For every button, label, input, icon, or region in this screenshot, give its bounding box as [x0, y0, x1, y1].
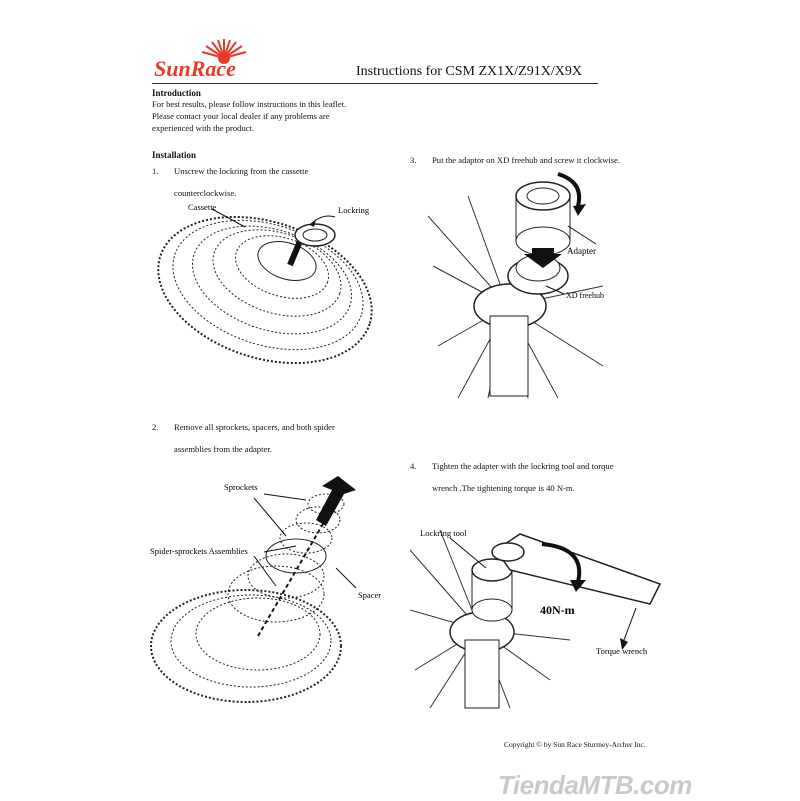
cassette-diagram	[150, 195, 390, 395]
step-3-number: 3.	[410, 155, 417, 165]
exploded-cassette-diagram	[146, 476, 406, 712]
intro-heading: Introduction	[152, 88, 201, 98]
spacer-label: Spacer	[358, 590, 382, 600]
copyright-notice: Copyright © by Sun Race Sturmey-Archer Inc.	[504, 740, 646, 749]
installation-heading: Installation	[152, 150, 197, 160]
torque-wrench-diagram	[410, 520, 670, 710]
step-2-text: Remove all sprockets, spacers, and both spider assemblies from the adapter.	[174, 422, 335, 454]
title-underline	[152, 83, 598, 84]
step-4-number: 4.	[410, 461, 417, 471]
torque-wrench-label: Torque wrench	[596, 646, 648, 656]
step-2-number: 2.	[152, 422, 159, 432]
lockring-label: Lockring	[338, 205, 370, 215]
intro-line: Please contact your local dealer if any problems are	[152, 111, 330, 121]
xd-freehub-label: XD freehub	[566, 291, 604, 300]
lockring-tool-label: Lockring tool	[420, 528, 467, 538]
sprockets-label: Sprockets	[224, 482, 258, 492]
step-3-text: Put the adaptor on XD freehub and screw it clockwise.	[432, 155, 621, 165]
sunrace-logo	[152, 38, 292, 82]
intro-line: For best results, please follow instructions in this leaflet.	[152, 99, 347, 109]
adapter-label: Adapter	[567, 246, 596, 256]
adapter-install-diagram	[428, 166, 606, 402]
page-title: Instructions for CSM ZX1X/Z91X/X9X	[356, 64, 582, 79]
cassette-label: Cassette	[188, 202, 217, 212]
torque-value-label: 40N-m	[540, 603, 575, 617]
intro-line: experienced with the product.	[152, 123, 255, 133]
logo-text: SunRace	[154, 56, 236, 81]
step-1-number: 1.	[152, 166, 159, 176]
step-1-text: Unscrew the lockring from the cassette counterclockwise.	[174, 166, 309, 198]
spider-assemblies-label: Spider-sprockets Assemblies	[150, 546, 248, 556]
intro-text	[152, 98, 346, 134]
step-4-text: Tighten the adapter with the lockring tool and torque wrench .The tightening torque is 40 N-m.	[432, 461, 614, 493]
watermark-logo: TiendaMTB.com	[498, 770, 692, 800]
